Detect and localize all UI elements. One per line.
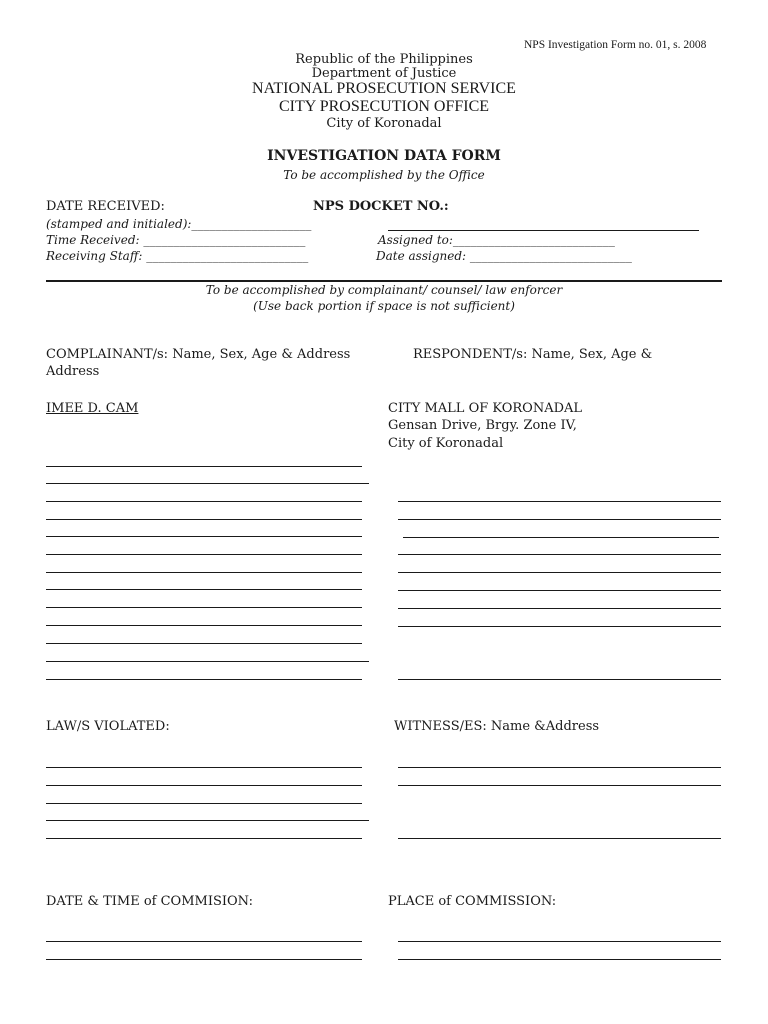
laws-line[interactable] [46, 767, 362, 768]
instructions-line1: To be accomplished by complainant/ counsel/ law enforcer [205, 283, 563, 297]
respondent-name[interactable]: CITY MALL OF KORONADAL [388, 401, 583, 416]
witnesses-label: WITNESS/ES: Name &Address [394, 719, 600, 734]
respondent-line[interactable] [398, 519, 721, 520]
header-service: NATIONAL PROSECUTION SERVICE [252, 80, 516, 97]
complainant-line[interactable] [46, 519, 362, 520]
laws-line[interactable] [46, 838, 362, 839]
docket-no-field[interactable] [388, 230, 699, 231]
complainant-line[interactable] [46, 572, 362, 573]
receiving-staff-field[interactable]: Receiving Staff: ___________________________ [46, 249, 309, 263]
form-subtitle: To be accomplished by the Office [283, 168, 485, 182]
stamped-field[interactable]: (stamped and initialed):____________________ [46, 217, 312, 231]
respondent-line[interactable] [398, 554, 721, 555]
instructions-line2: (Use back portion if space is not sufficient) [253, 299, 515, 313]
complainant-line[interactable] [46, 607, 362, 608]
header-city: City of Koronadal [326, 116, 442, 131]
section-divider [46, 280, 722, 282]
date-received-label: DATE RECEIVED: [46, 199, 165, 214]
time-received-field[interactable]: Time Received: ___________________________ [46, 233, 306, 247]
respondent-line[interactable] [398, 590, 721, 591]
complainant-line[interactable] [46, 661, 369, 662]
header-office: CITY PROSECUTION OFFICE [278, 98, 490, 115]
date-time-line[interactable] [46, 941, 362, 942]
complainant-line[interactable] [46, 501, 362, 502]
complainant-line[interactable] [46, 483, 369, 484]
laws-line[interactable] [46, 785, 362, 786]
complainant-line[interactable] [46, 643, 362, 644]
header-republic: Republic of the Philippines [295, 52, 473, 67]
complainant-value[interactable]: IMEE D. CAM [46, 401, 139, 416]
complainant-line[interactable] [46, 625, 362, 626]
laws-line[interactable] [46, 820, 369, 821]
respondent-line[interactable] [398, 626, 721, 627]
witnesses-line[interactable] [398, 785, 721, 786]
respondent-line[interactable] [398, 608, 721, 609]
respondent-address-line2[interactable]: City of Koronadal [388, 436, 504, 451]
assigned-to-field[interactable]: Assigned to:___________________________ [378, 233, 615, 247]
respondent-label-cont: Address [46, 364, 100, 379]
complainant-line[interactable] [46, 466, 362, 467]
witnesses-line[interactable] [398, 767, 721, 768]
laws-line[interactable] [46, 803, 362, 804]
respondent-label: RESPONDENT/s: Name, Sex, Age & [413, 347, 653, 362]
complainant-line[interactable] [46, 589, 362, 590]
complainant-line[interactable] [46, 554, 362, 555]
complainant-line[interactable] [46, 679, 362, 680]
respondent-line[interactable] [398, 501, 721, 502]
header-department: Department of Justice [311, 66, 457, 81]
form-title: INVESTIGATION DATA FORM [267, 148, 501, 164]
form-number: NPS Investigation Form no. 01, s. 2008 [524, 39, 707, 51]
date-time-line[interactable] [46, 959, 362, 960]
complainant-line[interactable] [46, 536, 362, 537]
complainant-label: COMPLAINANT/s: Name, Sex, Age & Address [46, 347, 351, 362]
place-line[interactable] [398, 941, 721, 942]
respondent-line[interactable] [398, 572, 721, 573]
date-assigned-field[interactable]: Date assigned: ___________________________ [376, 249, 632, 263]
witnesses-line[interactable] [398, 838, 721, 839]
laws-violated-label: LAW/S VIOLATED: [46, 719, 170, 734]
respondent-address-line1[interactable]: Gensan Drive, Brgy. Zone IV, [388, 418, 577, 433]
place-line[interactable] [398, 959, 721, 960]
respondent-line[interactable] [398, 679, 721, 680]
place-commission-label: PLACE of COMMISSION: [388, 894, 557, 909]
respondent-line[interactable] [403, 537, 719, 538]
docket-no-label: NPS DOCKET NO.: [313, 199, 449, 214]
date-time-commission-label: DATE & TIME of COMMISION: [46, 894, 253, 909]
